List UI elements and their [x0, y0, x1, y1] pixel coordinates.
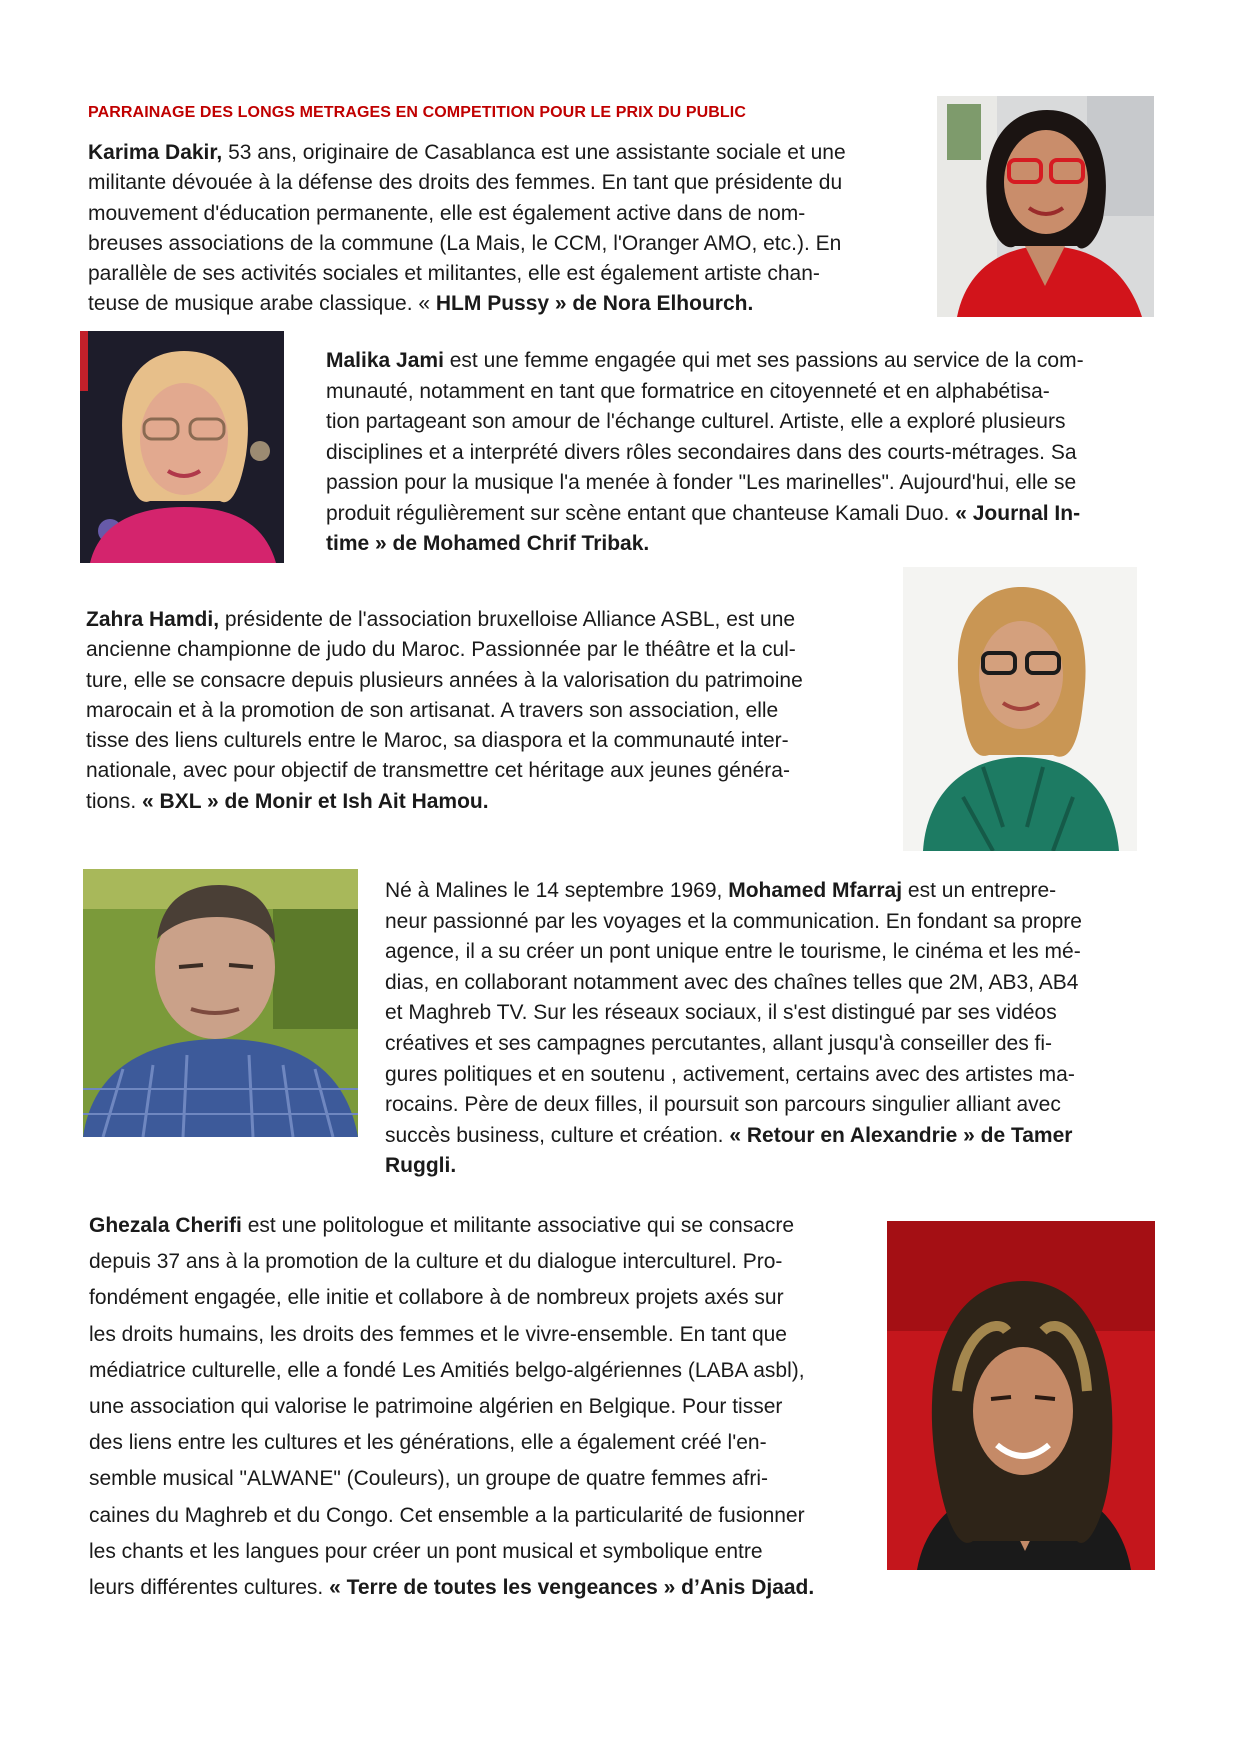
text-line	[385, 1121, 1160, 1152]
portrait-mohamed-mfarraj	[83, 869, 358, 1137]
text-line	[326, 529, 1156, 560]
bold-text: « BXL » de Monir et Ish Ait Hamou.	[142, 789, 489, 813]
text-run: depuis 37 ans à la promotion de la culture et du dialogue interculturel. Pro-	[89, 1250, 783, 1274]
text-line	[86, 605, 886, 635]
text-run: disciplines et a interprété divers rôles secondaires dans des courts-métrages. Sa	[326, 440, 1077, 464]
text-line	[86, 666, 886, 696]
portrait-ghezala-cherifi	[887, 1221, 1155, 1570]
text-line	[385, 968, 1160, 999]
text-run: tisse des liens culturels entre le Maroc, sa diaspora et la communauté inter-	[86, 729, 789, 753]
bold-text: HLM Pussy » de Nora Elhourch.	[435, 292, 754, 316]
profile-mohamed-mfarraj	[385, 876, 1160, 1182]
text-run: marocain et à la promotion de son artisanat. A travers son association, elle	[86, 698, 779, 722]
profile-ghezala-cherifi	[89, 1208, 879, 1606]
bold-text: time » de Mohamed Chrif Tribak.	[326, 532, 650, 555]
text-line	[385, 1060, 1160, 1091]
text-line	[89, 1570, 879, 1606]
text-run: tions.	[86, 789, 143, 813]
text-line	[88, 289, 910, 319]
bold-text: « Journal In-	[955, 501, 1081, 525]
text-line	[86, 696, 886, 726]
bold-text: Ruggli.	[385, 1154, 457, 1178]
text-run: militante dévouée à la défense des droits des femmes. En tant que présidente du	[88, 171, 843, 195]
bold-text: Mohamed Mfarraj	[728, 879, 903, 902]
text-run: munauté, notamment en tant que formatrice en citoyenneté et en alphabétisa-	[326, 379, 1050, 403]
bold-text: Ghezala Cherifi	[89, 1214, 242, 1237]
text-line	[89, 1353, 879, 1389]
text-run: est une femme engagée qui met ses passions au service de la com-	[443, 349, 1084, 372]
text-line	[89, 1244, 879, 1280]
text-run: succès business, culture et création.	[385, 1123, 730, 1147]
text-line	[89, 1461, 879, 1497]
text-run: créatives et ses campagnes percutantes, allant jusqu'à conseiller des fi-	[385, 1031, 1053, 1055]
text-run: médiatrice culturelle, elle a fondé Les Amitiés belgo-algériennes (LABA asbl),	[89, 1358, 805, 1382]
text-run: Né à Malines le 14 septembre 1969,	[385, 879, 729, 902]
text-line	[88, 138, 910, 168]
portrait-malika-jami	[80, 331, 284, 563]
text-line	[326, 377, 1156, 408]
text-run: caines du Maghreb et du Congo. Cet ensemble a la particularité de fusionner	[89, 1503, 805, 1527]
bold-text: « Terre de toutes les vengeances » d’Anis Djaad.	[329, 1576, 815, 1600]
text-line	[89, 1498, 879, 1534]
text-run: les chants et les langues pour créer un pont musical et symbolique entre	[89, 1539, 763, 1563]
text-run: fondément engagée, elle initie et collabore à de nombreux projets axés sur	[89, 1286, 784, 1310]
text-run: leurs différentes cultures.	[89, 1576, 330, 1600]
text-run: nationale, avec pour objectif de transmettre cet héritage aux jeunes généra-	[86, 759, 790, 783]
text-line	[385, 1029, 1160, 1060]
text-run: agence, il a su créer un pont unique entre le tourisme, le cinéma et les mé-	[385, 940, 1081, 964]
text-run: les droits humains, les droits des femmes et le vivre-ensemble. En tant que	[89, 1322, 787, 1346]
text-line	[326, 407, 1156, 438]
text-line	[89, 1425, 879, 1461]
text-line	[385, 1090, 1160, 1121]
bold-text: Malika Jami	[326, 349, 444, 372]
text-run: semble musical "ALWANE" (Couleurs), un groupe de quatre femmes afri-	[89, 1467, 769, 1491]
text-line	[385, 1151, 1160, 1182]
text-run: breuses associations de la commune (La Mais, le CCM, l'Oranger AMO, etc.). En	[88, 231, 842, 255]
text-line	[385, 937, 1160, 968]
text-run: parallèle de ses activités sociales et militantes, elle est également artiste chan-	[88, 262, 820, 286]
text-run: gures politiques et en soutenu , activement, certains avec des artistes ma-	[385, 1062, 1075, 1086]
text-run: rocains. Père de deux filles, il poursuit son parcours singulier alliant avec	[385, 1093, 1061, 1117]
text-line	[326, 468, 1156, 499]
text-run: est un entrepre-	[902, 879, 1057, 902]
portrait-zahra-hamdi	[903, 567, 1137, 851]
text-line	[89, 1534, 879, 1570]
profile-zahra-hamdi	[86, 605, 886, 817]
text-line	[88, 259, 910, 289]
text-run: 53 ans, originaire de Casablanca est une assistante sociale et une	[222, 141, 846, 164]
text-run: et Maghreb TV. Sur les réseaux sociaux, il s'est distingué par ses vidéos	[385, 1001, 1057, 1025]
text-line	[88, 168, 910, 198]
text-run: teuse de musique arabe classique. «	[88, 292, 436, 316]
text-line	[86, 787, 886, 817]
text-run: ancienne championne de judo du Maroc. Passionnée par le théâtre et la cul-	[86, 638, 796, 662]
bold-text: « Retour en Alexandrie » de Tamer	[729, 1123, 1073, 1147]
text-run: présidente de l'association bruxelloise Alliance ASBL, est une	[219, 608, 796, 631]
text-run: une association qui valorise le patrimoine algérien en Belgique. Pour tisser	[89, 1395, 783, 1419]
text-line	[89, 1389, 879, 1425]
text-line	[326, 346, 1156, 377]
text-run: neur passionné par les voyages et la communication. En fondant sa propre	[385, 909, 1082, 933]
text-line	[385, 907, 1160, 938]
text-run: produit régulièrement sur scène entant que chanteuse Kamali Duo.	[326, 501, 956, 525]
portrait-karima-dakir	[937, 96, 1154, 317]
text-line	[88, 199, 910, 229]
text-run: dias, en collaborant notamment avec des chaînes telles que 2M, AB3, AB4	[385, 970, 1079, 994]
text-line	[385, 998, 1160, 1029]
text-run: est une politologue et militante associative qui se consacre	[241, 1214, 795, 1237]
bold-text: Karima Dakir,	[88, 141, 223, 164]
bold-text: Zahra Hamdi,	[86, 608, 220, 631]
text-run: passion pour la musique l'a menée à fonder "Les marinelles". Aujourd'hui, elle se	[326, 471, 1077, 494]
text-line	[326, 499, 1156, 530]
text-line	[385, 876, 1160, 907]
text-run: ture, elle se consacre depuis plusieurs années à la valorisation du patrimoine	[86, 668, 803, 692]
text-line	[89, 1208, 879, 1244]
text-line	[86, 726, 886, 756]
text-run: des liens entre les cultures et les générations, elle a également créé l'en-	[89, 1431, 767, 1455]
text-line	[89, 1280, 879, 1316]
text-run: mouvement d'éducation permanente, elle est également active dans de nom-	[88, 201, 806, 225]
page-heading: PARRAINAGE DES LONGS METRAGES EN COMPETITION POUR LE PRIX DU PUBLIC	[88, 104, 747, 121]
text-run: tion partageant son amour de l'échange culturel. Artiste, elle a exploré plusieurs	[326, 410, 1066, 433]
text-line	[89, 1317, 879, 1353]
text-line	[86, 756, 886, 786]
text-line	[326, 438, 1156, 469]
profile-karima-dakir	[88, 138, 910, 320]
profile-malika-jami	[326, 346, 1156, 560]
text-line	[86, 635, 886, 665]
text-line	[88, 229, 910, 259]
